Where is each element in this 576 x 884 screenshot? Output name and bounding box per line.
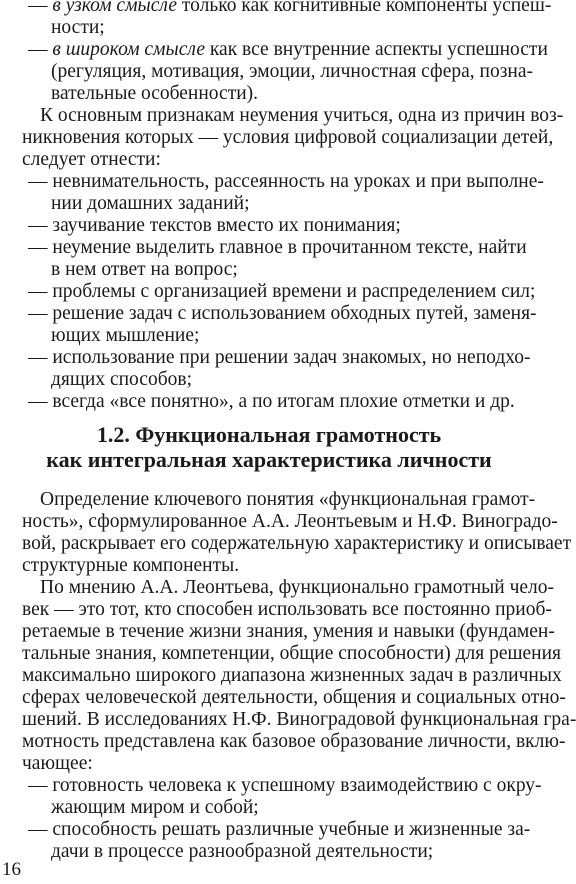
dash: — <box>28 39 53 60</box>
list-item: — всегда «все понятно», а по итогам плохие отметки и др. <box>28 391 515 412</box>
text-fragment: как все внутренние аспекты успешности <box>205 39 548 60</box>
list-item: — способность решать различные учебные и жизненные за- <box>28 819 531 840</box>
list-item: — использование при решении задач знакомых, но неподхо- <box>28 347 531 368</box>
list-item: — заучивание текстов вместо их понимания; <box>28 215 401 236</box>
section-heading-line: 1.2. Функциональная грамотность <box>96 422 442 447</box>
paragraph-line: никновения которых — условия цифровой социализации детей, <box>22 127 554 148</box>
term-narrow-sense: в узком смысле <box>52 0 178 16</box>
list-item-continuation: дачи в процессе разнообразной деятельности; <box>51 841 434 862</box>
term-broad-sense: в широком смысле <box>52 39 205 60</box>
list-item: — невнимательность, рассеянность на уроках и при выполне- <box>28 171 544 192</box>
paragraph-line: чающее: <box>22 753 93 774</box>
list-item: — неумение выделить главное в прочитанном тексте, найти <box>28 237 527 258</box>
paragraph-line: мотность представлена как базовое образование личности, вклю- <box>22 731 566 752</box>
paragraph-line: следует отнести: <box>22 149 161 170</box>
list-item: — готовность человека к успешному взаимодействию с окру- <box>28 775 542 796</box>
page-number: 16 <box>2 859 21 880</box>
paragraph-line: тальные знания, компетенции, общие способности) для решения <box>22 643 561 664</box>
list-item-continuation: жающим миром и собой; <box>51 797 259 818</box>
paragraph-line: век — это тот, кто способен использовать все постоянно приоб- <box>22 599 552 620</box>
dash: — <box>28 0 53 16</box>
list-item-narrow-sense <box>28 0 552 16</box>
list-item: — проблемы с организацией времени и распределением сил; <box>28 281 536 302</box>
list-item-broad-sense <box>28 39 548 60</box>
text-line: вательные особенности). <box>51 83 259 104</box>
paragraph-line: вой, раскрывает его содержательную характеристику и описывает <box>22 533 572 554</box>
text-line: (регуляция, мотивация, эмоции, личностная сфера, позна- <box>51 61 533 82</box>
section-heading-line: как интегральная характеристика личности <box>46 447 492 472</box>
text-fragment: только как когнитивные компоненты успеш- <box>177 0 552 16</box>
paragraph-line: максимально широкого диапазона жизненных задач в различных <box>22 665 562 686</box>
paragraph-line: шений. В исследованиях Н.Ф. Виноградовой функциональная гра- <box>22 709 576 730</box>
list-item: — решение задач с использованием обходных путей, заменя- <box>28 303 537 324</box>
list-item-continuation: ющих мышление; <box>51 325 200 346</box>
text-line: ности; <box>51 17 105 38</box>
paragraph-line: сферах человеческой деятельности, общения и социальных отно- <box>22 687 566 708</box>
paragraph-line: По мнению А.А. Леонтьева, функционально грамотный чело- <box>40 577 555 598</box>
paragraph-line: Определение ключевого понятия «функциональная грамот- <box>40 489 536 510</box>
list-item-continuation: дящих способов; <box>51 369 192 390</box>
paragraph-line: К основным признакам неумения учиться, одна из причин воз- <box>40 105 564 126</box>
paragraph-line: структурные компоненты. <box>22 555 240 576</box>
paragraph-line: ретаемые в течение жизни знания, умения и навыки (фундамен- <box>22 621 555 642</box>
list-item-continuation: нии домашних заданий; <box>51 193 250 214</box>
paragraph-line: ность», сформулированное А.А. Леонтьевым и Н.Ф. Виноградо- <box>22 511 558 532</box>
list-item-continuation: в нем ответ на вопрос; <box>51 259 238 280</box>
